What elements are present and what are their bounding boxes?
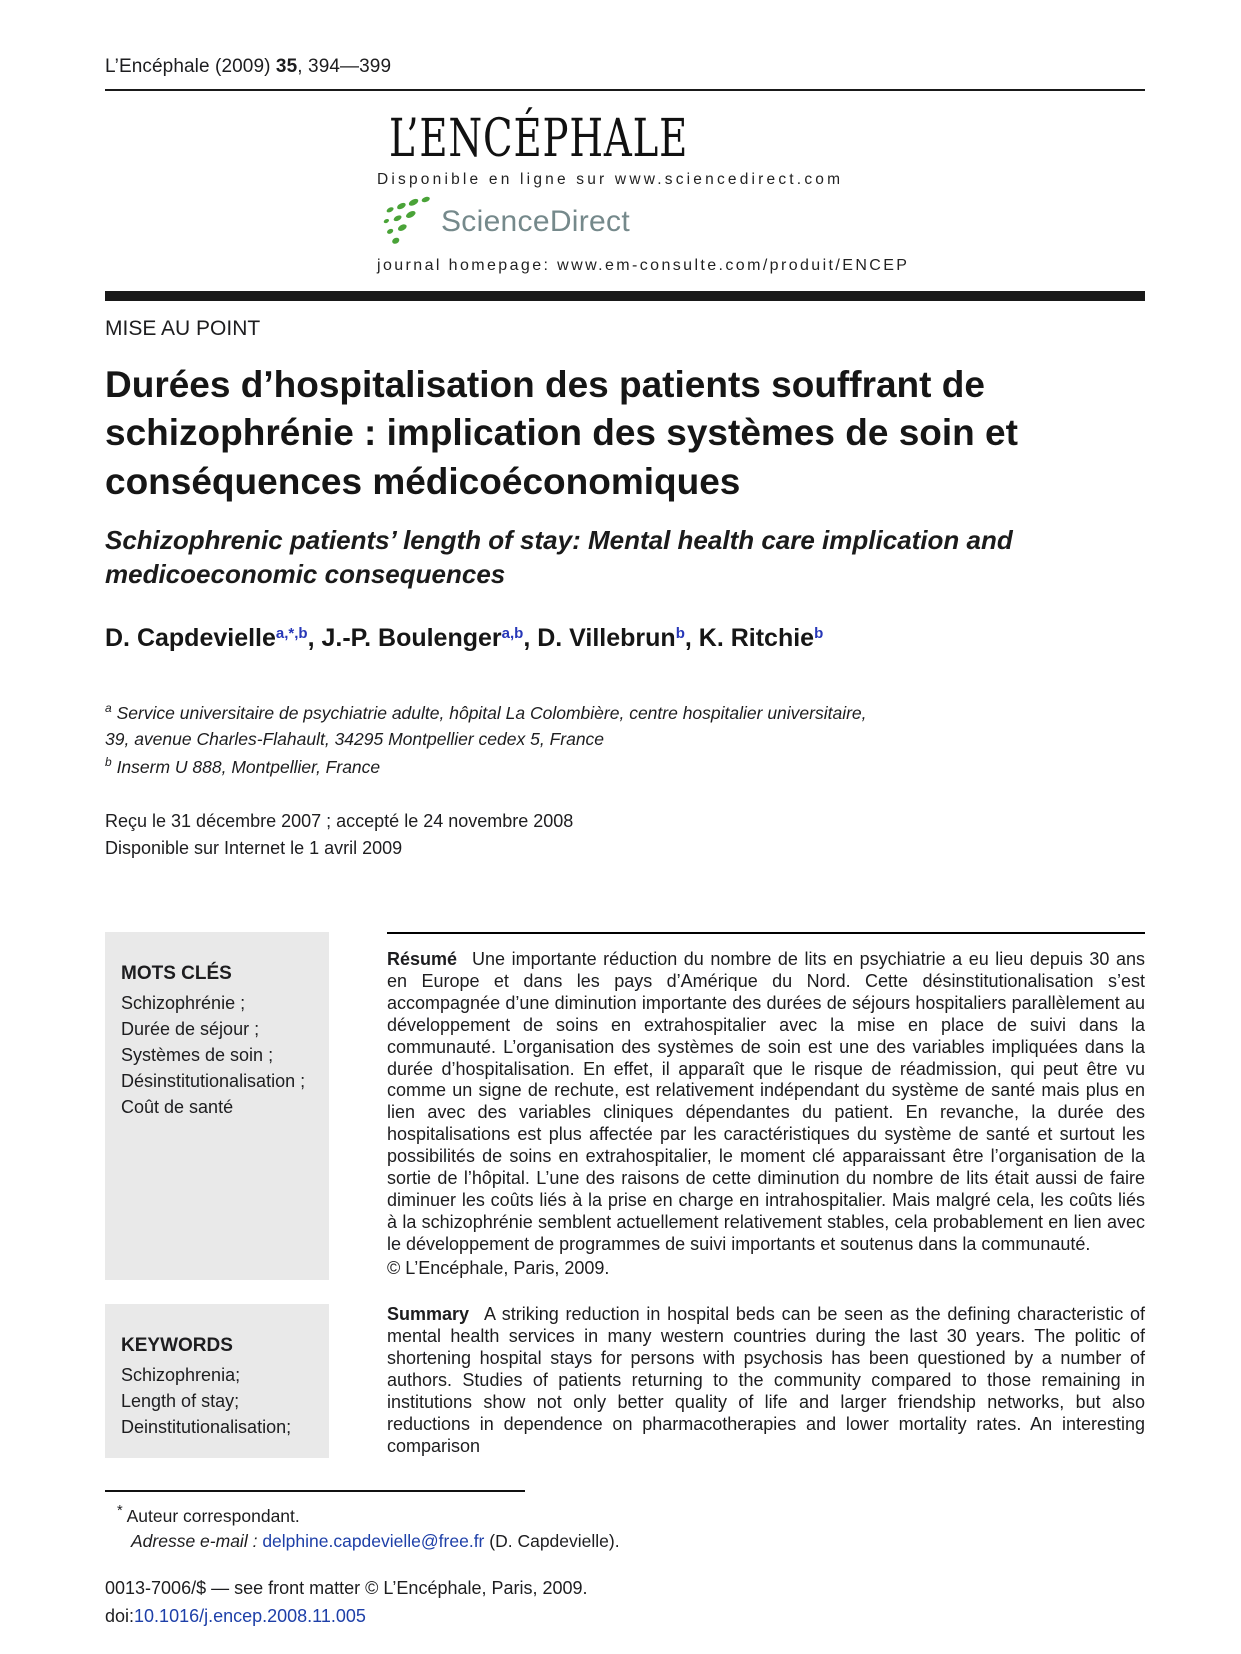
author-name: J.-P. Boulenger [321,624,502,653]
email-label: Adresse e-mail : [131,1531,258,1552]
affiliations [105,699,1145,779]
mot-cle-item: Systèmes de soin ; [121,1044,274,1065]
sciencedirect-dots-icon [377,195,437,249]
available-online-date: Disponible sur Internet le 1 avril 2009 [105,837,403,858]
footnote-area [105,1490,1145,1629]
author-name: K. Ritchie [698,624,815,653]
footnote-asterisk: * [117,1502,123,1519]
affiliation-b [105,753,1145,780]
journal-citation [105,56,1145,78]
resume-label: Résumé [387,948,458,969]
affiliation-a-marker: a [105,701,112,716]
sciencedirect-logo [377,195,1145,249]
mot-cle-item: Coût de santé [121,1096,234,1117]
keywords-box [105,1304,329,1458]
resume-text: Une importante réduction du nombre de lits en psychiatrie a eu lieu depuis 30 ans en Europe et dans les pays d’Amérique du Nord. Cette désinstitutionalisation s’est accompagnée d’une diminution importante des durées de séjours hospitaliers parallèlement au développement de soins en extrahospitalier avec la mise en place de suivi dans la communauté. L’organisation des systèmes de soin est une des variables impliquées dans la durée d’hospitalisation. En effet, il apparaît que le risque de réadmission, qui peut être vu comme un signe de rechute, est relativement indépendant du système de santé mais plus en lien avec des variables cliniques dépendantes du patient. En revanche, la durée des hospitalisations est plus affectée par les caractéristiques du système de santé et surtout les possibilités de soins en extrahospitalier, le moment clé apparaissant être l’organisation de la sortie de l’hôpital. L’une des raisons de cette diminution du nombre de lits était aussi de faire diminuer les coûts liés à la prise en charge en intrahospitalier. Mais malgré cela, les coûts liés à la schizophrénie semblent actuellement relativement stables, cela probablement en lien avec le développement de programmes de suivi importants et soutenus dans la communauté. [387,948,1145,1255]
summary-text: A striking reduction in hospital beds can be seen as the defining characteristic of mental health services in many western countries during the last 30 years. The politic of shortening hospital stays for persons with psychosis has been questioned by a number of authors. Studies of patients returning to the community compared to those remaining in institutions show not only better quality of life and larger friendship networks, but also reductions in dependence on pharmacotherapies and lower mortality rates. An interesting comparison [387,1304,1145,1456]
mot-cle-item: Durée de séjour ; [121,1019,260,1039]
article-title-fr: Durées d’hospitalisation des patients souffrant de schizophrénie : implication des systèmes de soin et conséquences médicoéconomiques [105,364,1018,502]
summary-block [387,1304,1145,1458]
author [322,624,538,652]
citation-volume: 35 [275,56,298,77]
resume-block [387,932,1145,1280]
mot-cle-item: Schizophrénie ; [121,993,246,1014]
author-separator: , [307,624,322,653]
affiliation-a-text: Service universitaire de psychiatrie adulte, hôpital La Colombière, centre hospitalier universitaire, [116,703,867,724]
affiliation-b-marker: b [105,754,112,769]
author-superscript: a,b [501,625,524,642]
author-separator: , [684,624,699,653]
summary-label: Summary [387,1304,470,1325]
author [105,624,322,652]
journal-logo-wordmark: L’ENCÉPHALE [389,107,689,169]
masthead-bottom-bar [105,291,1145,301]
article-dates [105,808,1145,862]
available-online-line: Disponible en ligne sur www.sciencedirect.com [377,171,844,188]
author-superscript: b [675,625,685,642]
author [699,624,823,652]
author-name: D. Villebrun [537,624,676,653]
keywords-title: KEYWORDS [121,1335,233,1357]
citation-journal-name: L’Encéphale (2009) [105,56,276,77]
author-separator: , [523,624,538,653]
author [537,624,699,652]
affiliation-a-line1 [105,699,1145,726]
article-type-label: MISE AU POINT [105,317,261,340]
resume-copyright: © L’Encéphale, Paris, 2009. [387,1258,610,1279]
journal-homepage-line: journal homepage: www.em-consulte.com/produit/ENCEP [377,257,910,274]
email-line [105,1530,1145,1554]
citation-pages: , 394—399 [297,56,392,77]
sciencedirect-wordmark: ScienceDirect [441,205,630,238]
correspondent-note [105,1502,1145,1528]
masthead [377,107,1145,275]
header-divider [105,89,1145,91]
author-superscript: a,*,b [275,625,308,642]
abstract-section [105,932,1145,1458]
email-suffix: (D. Capdevielle). [489,1531,620,1552]
keyword-item: Schizophrenia; [121,1365,241,1386]
keyword-item: Deinstitutionalisation; [121,1417,292,1438]
affiliation-b-text: Inserm U 888, Montpellier, France [116,756,381,777]
author-list [105,624,1145,653]
email-link[interactable]: delphine.capdevielle@free.fr [262,1531,485,1552]
doi-link[interactable]: 10.1016/j.encep.2008.11.005 [134,1606,366,1627]
mot-cle-item: Désinstitutionalisation ; [121,1070,306,1091]
summary-paragraph [387,1304,1145,1458]
author-superscript: b [814,625,824,642]
keyword-item: Length of stay; [121,1391,240,1412]
mots-cles-title: MOTS CLÉS [121,962,232,984]
correspondent-text: Auteur correspondant. [126,1505,300,1526]
author-name: D. Capdevielle [105,624,276,653]
doi-line [105,1604,1145,1628]
article-title-en: Schizophrenic patients’ length of stay: Mental health care implication and medicoeconomic consequences [105,525,1013,590]
footnote-divider [105,1490,525,1492]
resume-paragraph [387,949,1145,1256]
received-date: Reçu le 31 décembre 2007 ; accepté le 24 novembre 2008 [105,810,574,831]
issn-line: 0013-7006/$ — see front matter © L’Encéphale, Paris, 2009. [105,1577,588,1598]
affiliation-a-line2: 39, avenue Charles-Flahault, 34295 Montpellier cedex 5, France [105,729,605,750]
mots-cles-box [105,932,329,1280]
doi-label: doi: [105,1606,135,1627]
